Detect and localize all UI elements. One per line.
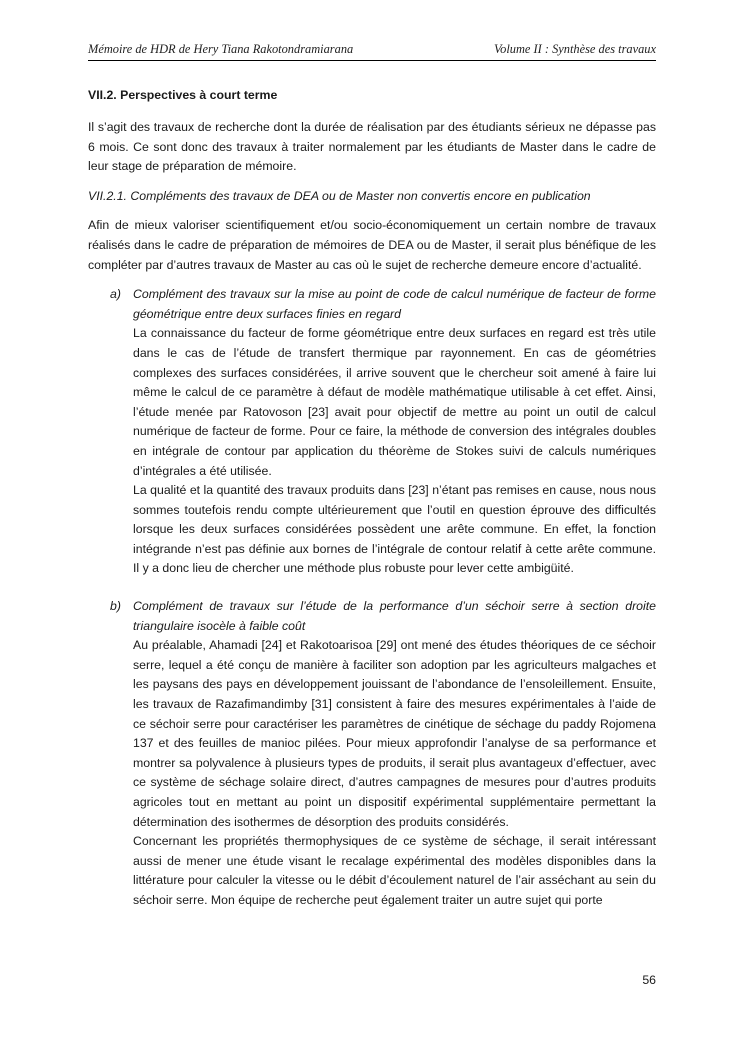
page-body <box>88 86 656 911</box>
list-marker: b) <box>110 599 121 614</box>
list-item-b <box>88 597 656 911</box>
list-item-paragraph: Au préalable, Ahamadi [24] et Rakotoarisoa [29] ont mené des études théoriques de ce séchoir serre, lequel a été conçu de manière à faciliter son adoption par les agriculteurs malgaches et les paysans des pays en développement jouissant de l’abondance de l’ensoleillement. Ensuite, les travaux de Razafimandimby [31] consistent à faire des mesures expérimentales à l’aide de ce séchoir serre pour caractériser les paramètres de cinétique de séchage du paddy Rojomena 137 et des feuilles de manioc pilées. Pour mieux approfondir l’analyse de sa performance et montrer sa polyvalence à plusieurs types de produits, il serait plus avantageux d’effectuer, avec ce système de séchage solaire direct, d’autres campagnes de mesures pour d’autres produits agricoles tout en mettant au point un dispositif expérimental supplémentaire permettant la détermination des isothermes de désorption des produits considérés. <box>133 638 656 829</box>
subsection-paragraph: Afin de mieux valoriser scientifiquement et/ou socio-économiquement un certain nombre de travaux réalisés dans le cadre de préparation de mémoires de DEA ou de Master, il serait plus bénéfique de les compléter par d’autres travaux de Master au cas où le sujet de recherche demeure encore d’actualité. <box>88 218 656 272</box>
section-intro: Il s’agit des travaux de recherche dont la durée de réalisation par des étudiants sérieux ne dépasse pas 6 mois. Ce sont donc des travaux à traiter normalement par les étudiants de Master dans le cadre de leur stage de préparation de mémoire. <box>88 120 656 174</box>
subsection-heading: VII.2.1. Compléments des travaux de DEA ou de Master non convertis encore en publication <box>88 188 591 203</box>
list-marker: a) <box>110 287 121 302</box>
header-author: Mémoire de HDR de Hery Tiana Rakotondramiarana <box>88 42 354 56</box>
list-item-paragraph: La qualité et la quantité des travaux produits dans [23] n’étant pas remises en cause, nous nous sommes toutefois rendu compte ultérieurement que l’outil en question éprouve des difficultés lorsque les deux surfaces considérées possèdent une arête commune. En effet, la fonction intégrande n’est pas définie aux bornes de l’intégrale de contour relatif à cette arête commune. Il y a donc lieu de chercher une méthode plus robuste pour lever cette ambigüité. <box>133 483 656 576</box>
section-heading: VII.2. Perspectives à court terme <box>88 88 278 102</box>
list-item-a <box>88 285 656 579</box>
list-item-title: Complément de travaux sur l’étude de la performance d’un séchoir serre à section droite triangulaire isocèle à faible coût <box>133 599 656 633</box>
list-item-paragraph: La connaissance du facteur de forme géométrique entre deux surfaces en regard est très utile dans le cas de l’étude de transfert thermique par rayonnement. En cas de géométries complexes des surfaces considérées, il arrive souvent que le chercheur soit amené à faire lui même le calcul de ce paramètre à défaut de modèle mathématique utilisable à cet effet. Ainsi, l’étude menée par Ratovoson [23] avait pour objectif de mettre au point un outil de calcul numérique de facteur de forme. Pour ce faire, la méthode de conversion des intégrales doubles en intégrale de contour par application du théorème de Stokes suivi de calculs numériques d’intégrales a été utilisée. <box>133 326 656 478</box>
page-number: 56 <box>642 973 656 987</box>
list-item-paragraph: Concernant les propriétés thermophysiques de ce système de séchage, il serait intéressant aussi de mener une étude visant le recalage expérimental des modèles disponibles dans la littérature pour calculer la vitesse ou le débit d’écoulement naturel de l’air asséchant au sein du séchoir serre. Mon équipe de recherche peut également traiter un autre sujet qui porte <box>133 834 656 907</box>
running-header <box>88 40 656 61</box>
list-item-title: Complément des travaux sur la mise au point de code de calcul numérique de facteur de forme géométrique entre deux surfaces finies en regard <box>133 287 656 321</box>
header-volume: Volume II : Synthèse des travaux <box>493 42 656 56</box>
